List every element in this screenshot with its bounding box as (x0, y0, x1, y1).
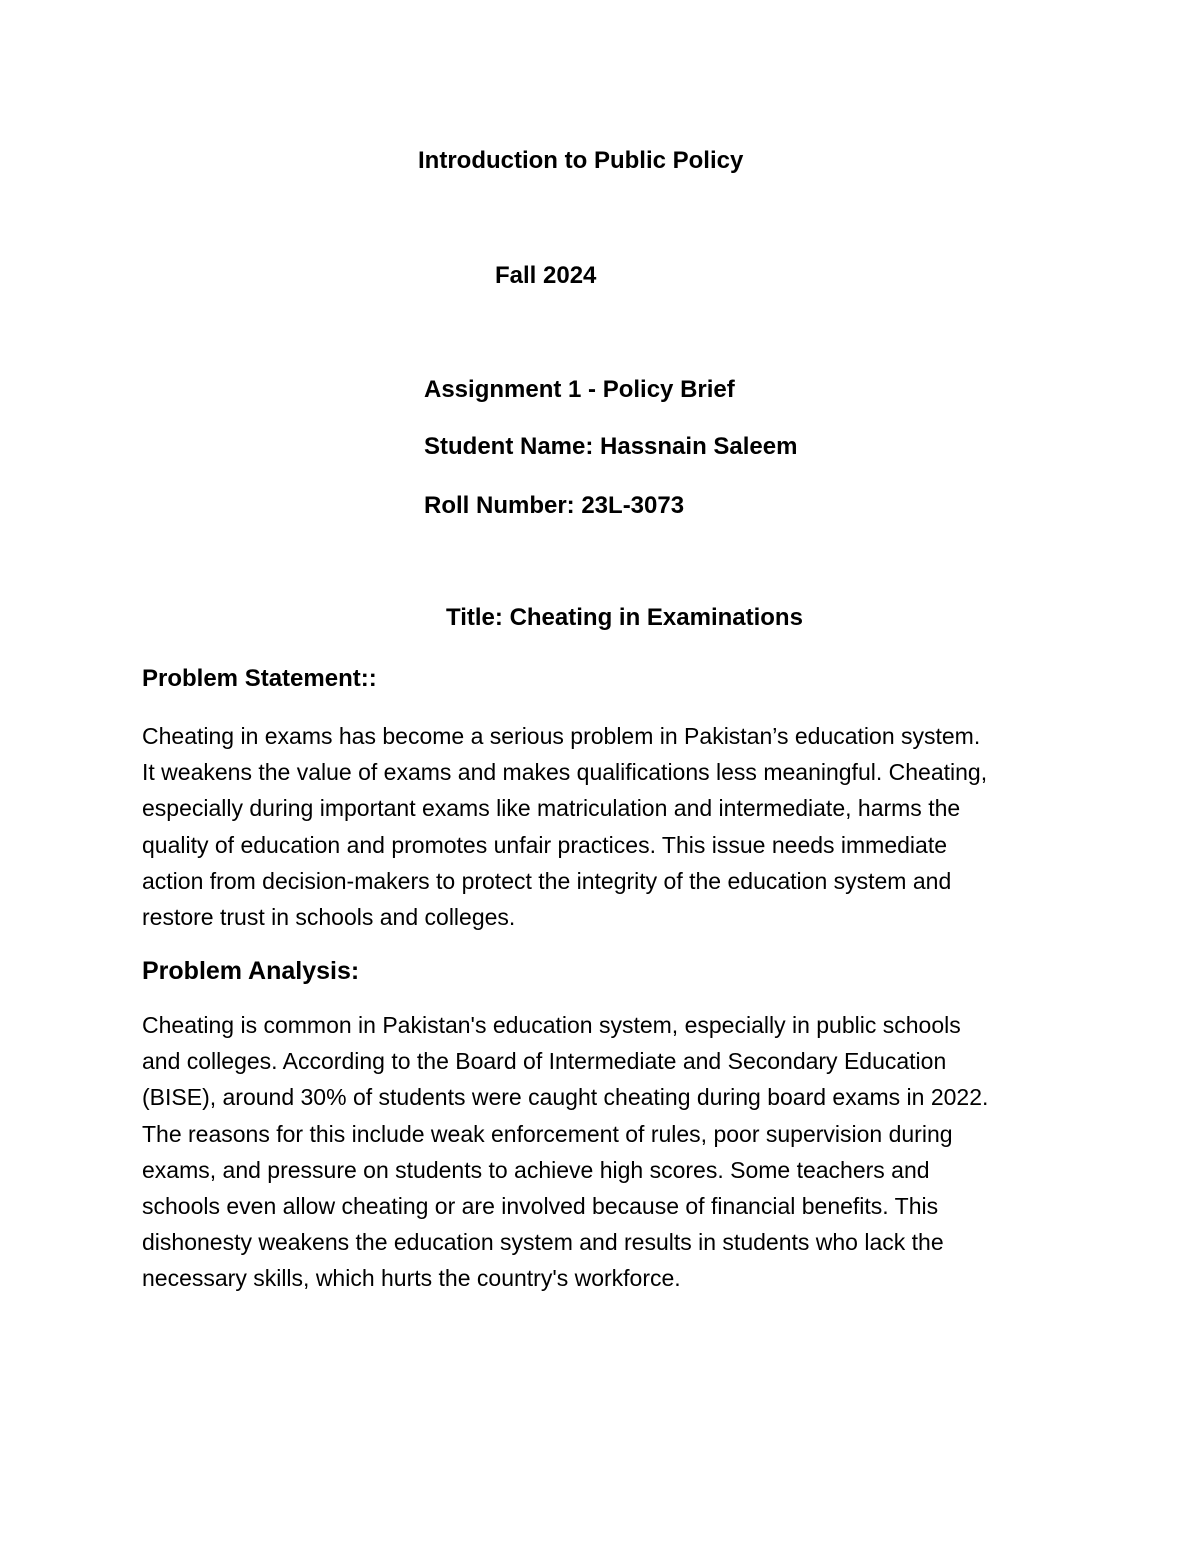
student-name: Student Name: Hassnain Saleem (424, 433, 798, 460)
course-title: Introduction to Public Policy (418, 147, 744, 174)
paragraph-line: The reasons for this include weak enforcement of rules, poor supervision during (142, 1120, 953, 1147)
paragraph-line: It weakens the value of exams and makes qualifications less meaningful. Cheating, (142, 759, 988, 786)
problem-statement-heading: Problem Statement:: (142, 665, 377, 692)
paragraph-line: action from decision-makers to protect the integrity of the education system and (142, 867, 952, 894)
brief-title: Title: Cheating in Examinations (446, 604, 803, 631)
paragraph-line: necessary skills, which hurts the country's workforce. (142, 1265, 681, 1292)
paragraph-line: exams, and pressure on students to achieve high scores. Some teachers and (142, 1156, 930, 1183)
paragraph-line: Cheating is common in Pakistan's education system, especially in public schools (142, 1012, 961, 1038)
paragraph-line: especially during important exams like matriculation and intermediate, harms the (142, 795, 961, 822)
roll-number: Roll Number: 23L-3073 (424, 492, 685, 519)
paragraph-line: (BISE), around 30% of students were caught cheating during board exams in 2022. (142, 1084, 989, 1111)
paragraph-line: dishonesty weakens the education system and results in students who lack the (142, 1229, 944, 1256)
problem-analysis-paragraph (142, 1007, 1067, 1297)
paragraph-line: quality of education and promotes unfair practices. This issue needs immediate (142, 831, 948, 858)
problem-statement-paragraph (142, 718, 1067, 935)
term: Fall 2024 (495, 262, 597, 289)
assignment-title: Assignment 1 - Policy Brief (424, 376, 735, 403)
paragraph-line: Cheating in exams has become a serious problem in Pakistan’s education system. (142, 723, 981, 749)
paragraph-line: restore trust in schools and colleges. (142, 904, 516, 931)
paragraph-line: schools even allow cheating or are involved because of financial benefits. This (142, 1193, 939, 1220)
problem-analysis-heading: Problem Analysis: (142, 957, 360, 985)
paragraph-line: and colleges. According to the Board of Intermediate and Secondary Education (142, 1048, 947, 1075)
